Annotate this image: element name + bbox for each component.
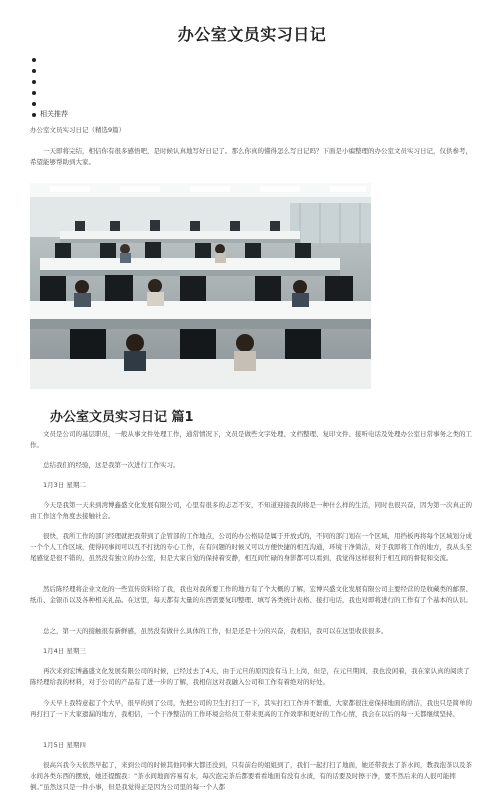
paragraph: 很快，我所工作的部门经理就把我带到了企管部的工作地点，公司的办公格局是属于开放式的，不同的部门划在一个区域，用挡板再将每个区域划分成一个个人工作区域，使得同事间可以互不打扰的专心工作，在有问题的时候又可以方便快捷的相互沟通，环境干净简洁，对于我即将工作的地方，我从头至尾感觉是很不错的，虽然没有独立的办公室，但是大家自觉的保持着安静，相互间忙碌的身影都可以看到，我觉得这样很利于相互间的督促和交流。 bbox=[30, 532, 472, 562]
paragraph: 很高兴我今天依然早起了，来到公司的时候其他同事大都还没到，只有前台的姐姐到了，我们一起打扫了地面，她还带我去了茶水间，教我泡茶以及茶水间各类东西的摆放，她还提醒我：“茶水间地面容易有水，每次泡完茶后都要看看地面有没有水渍，有的话要及时擦干净，要不然后来的人很可能摔倒。”虽然这只是一件小事，但是我觉得正是因为公司里的每一个人都 bbox=[30, 761, 472, 791]
paragraph: 今天是我第一天来到湾博鑫盛文化发展有限公司，心里有很多的忐忑不安，不知道迎接我的将是一种什么样的生活，同时也很兴奋，因为第一次真正的由工作这个角度去接触社会。 bbox=[30, 501, 472, 520]
list-item[interactable] bbox=[30, 65, 68, 76]
list-item[interactable] bbox=[30, 87, 68, 98]
paragraph: 今天早上我特意起了个大早，很早的到了公司，先把公司的卫生打扫了一下，其实打扫工作并不繁重，大家都很注意保持地面的清洁，我也只是简单的再打扫了一下大家遗漏的地方，我相信，一个干净整洁的工作环境会给员工带来更高的工作效率和更好的工作心情，我会在以后的每一天都继续坚持。 bbox=[30, 699, 472, 718]
related-link[interactable]: 相关推荐 bbox=[30, 109, 68, 120]
paragraph: 总之，第一天的接触很有新鲜感，虽然没有做什么具体的工作，但是还是十分的兴奋，我相信，我可以在这里收获很多。 bbox=[43, 627, 388, 635]
paragraph: 文员是公司的基层职员，一般从事文件处理工作，通常情况下，文员是做些文字处理、文档整理、复印文件、接听电话及处理办公室日常事务之类的工作。 bbox=[30, 430, 472, 449]
page-title: 办公室文员实习日记 bbox=[177, 25, 327, 44]
bullet-list bbox=[30, 54, 68, 120]
subtitle: 办公室文员实习日记（精选9篇） bbox=[30, 126, 126, 134]
intro-paragraph: 一天即将完结，相信你有很多感悟吧，是时候认真地写好日记了。那么你真的懂得怎么写日记吗？下面是小编整理的办公室文员实习日记，仅供参考，希望能够帮助到大家。 bbox=[30, 147, 472, 166]
date-line: 1月3日 星期二 bbox=[43, 481, 86, 489]
date-line: 1月4日 星期三 bbox=[43, 647, 86, 655]
list-item[interactable] bbox=[30, 98, 68, 109]
office-photo bbox=[30, 183, 371, 389]
section-heading: 办公室文员实习日记 篇1 bbox=[50, 410, 194, 425]
paragraph: 然后陈经理将企业文化的一些宣传资料给了我，我也对我所要工作的地方有了个大概的了解，宏博兴盛文化发展有限公司主要经营的是收藏类的邮票、纸币、金银币以及各种相关礼品。在这里，每天都有大量的东西需要复印整理、填写各类统计表格、接打电话，我也对即将进行的工作有了个基本的认识。 bbox=[30, 585, 472, 604]
paragraph: 总结我们的经验，这是我第一次进行工作实习。 bbox=[43, 461, 180, 469]
paragraph: 再次来到宏博鑫盛文化发展有限公司的时候，已经过去了4天，由于元旦的原因没有马上上岗，但是，在元旦期间，我也没闲着，我在家认真的阅读了陈经理给我的材料，对于公司的产品有了进一步的了解，我相信这对我融入公司和工作有着绝对的好处。 bbox=[30, 667, 470, 686]
date-line: 1月5日 星期四 bbox=[43, 741, 86, 749]
list-item[interactable] bbox=[30, 54, 68, 65]
list-item[interactable] bbox=[30, 76, 68, 87]
